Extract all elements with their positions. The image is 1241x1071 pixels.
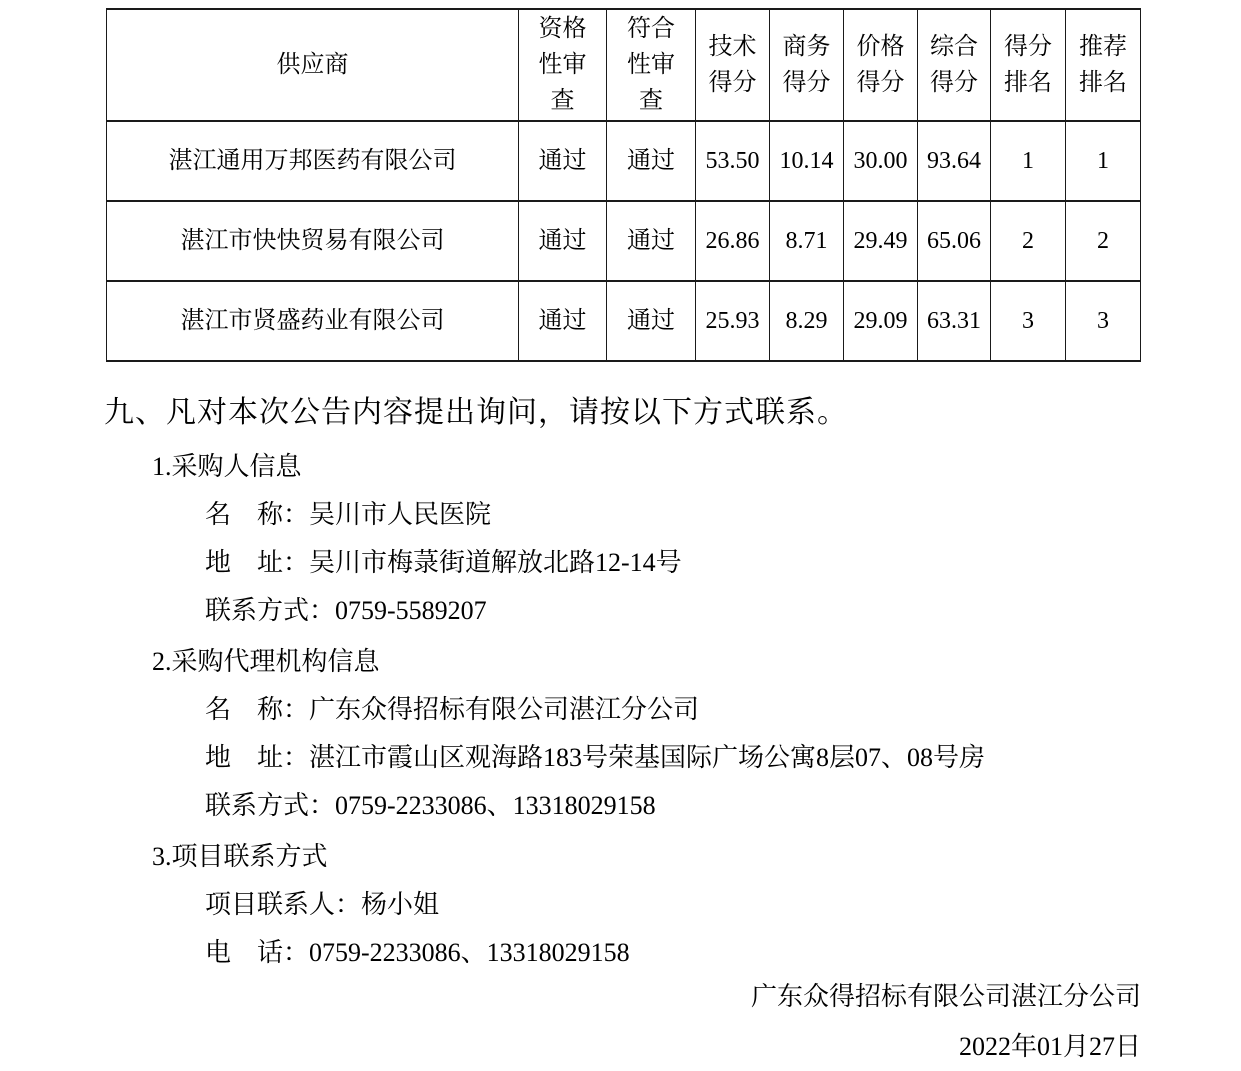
cell-recommend-rank: 2: [1066, 201, 1141, 281]
purchaser-phone-line: 联系方式：0759-5589207: [205, 596, 487, 625]
cell-price-score: 29.09: [844, 281, 918, 361]
table-row: [107, 121, 1141, 201]
cell-business-score: 8.29: [770, 281, 844, 361]
project-contact-title: 3.项目联系方式: [152, 842, 328, 871]
project-phone-line: 电 话：0759-2233086、13318029158: [205, 938, 630, 967]
table-row: [107, 281, 1141, 361]
col-compliance-review: 符合性审查: [607, 9, 696, 121]
col-total-score: 综合得分: [918, 9, 991, 121]
cell-recommend-rank: 3: [1066, 281, 1141, 361]
purchaser-info-group: [0, 452, 1241, 626]
col-recommend-rank: 推荐排名: [1066, 9, 1141, 121]
table-row: [107, 201, 1141, 281]
cell-score-rank: 2: [991, 201, 1066, 281]
cell-price-score: 29.49: [844, 201, 918, 281]
col-score-rank: 得分排名: [991, 9, 1066, 121]
cell-compliance-review: 通过: [607, 281, 696, 361]
agency-address-line: 地 址：湛江市霞山区观海路183号荣基国际广场公寓8层07、08号房: [205, 743, 986, 772]
project-contact-person-line: 项目联系人：杨小姐: [205, 890, 440, 919]
col-business-score: 商务得分: [770, 9, 844, 121]
cell-score-rank: 1: [991, 121, 1066, 201]
purchaser-info-title: 1.采购人信息: [152, 452, 302, 481]
cell-compliance-review: 通过: [607, 201, 696, 281]
agency-name-line: 名 称：广东众得招标有限公司湛江分公司: [205, 695, 700, 724]
cell-price-score: 30.00: [844, 121, 918, 201]
cell-total-score: 65.06: [918, 201, 991, 281]
cell-score-rank: 3: [991, 281, 1066, 361]
cell-compliance-review: 通过: [607, 121, 696, 201]
cell-total-score: 63.31: [918, 281, 991, 361]
signature-company: 广东众得招标有限公司湛江分公司: [750, 982, 1141, 1011]
col-qualification-review: 资格性审查: [519, 9, 607, 121]
agency-info-title: 2.采购代理机构信息: [152, 647, 380, 676]
cell-technical-score: 26.86: [696, 201, 770, 281]
section-heading: 九、凡对本次公告内容提出询问，请按以下方式联系。: [104, 396, 848, 429]
purchaser-address-line: 地 址：吴川市梅菉街道解放北路12-14号: [205, 548, 682, 577]
cell-qualification-review: 通过: [519, 281, 607, 361]
cell-technical-score: 25.93: [696, 281, 770, 361]
purchaser-name-line: 名 称：吴川市人民医院: [205, 500, 492, 529]
agency-phone-line: 联系方式：0759-2233086、13318029158: [205, 791, 656, 820]
signature-date: 2022年01月27日: [958, 1032, 1141, 1061]
cell-business-score: 8.71: [770, 201, 844, 281]
col-technical-score: 技术得分: [696, 9, 770, 121]
cell-supplier: 湛江市快快贸易有限公司: [107, 201, 519, 281]
cell-supplier: 湛江通用万邦医药有限公司: [107, 121, 519, 201]
agency-info-group: [0, 647, 1241, 821]
cell-qualification-review: 通过: [519, 121, 607, 201]
col-price-score: 价格得分: [844, 9, 918, 121]
cell-business-score: 10.14: [770, 121, 844, 201]
cell-technical-score: 53.50: [696, 121, 770, 201]
col-supplier: 供应商: [107, 9, 519, 121]
cell-recommend-rank: 1: [1066, 121, 1141, 201]
signature-block: [0, 981, 1241, 1063]
cell-qualification-review: 通过: [519, 201, 607, 281]
supplier-score-table: [106, 8, 1141, 362]
cell-total-score: 93.64: [918, 121, 991, 201]
cell-supplier: 湛江市贤盛药业有限公司: [107, 281, 519, 361]
project-contact-group: [0, 842, 1241, 968]
table-header-row: [107, 9, 1141, 121]
